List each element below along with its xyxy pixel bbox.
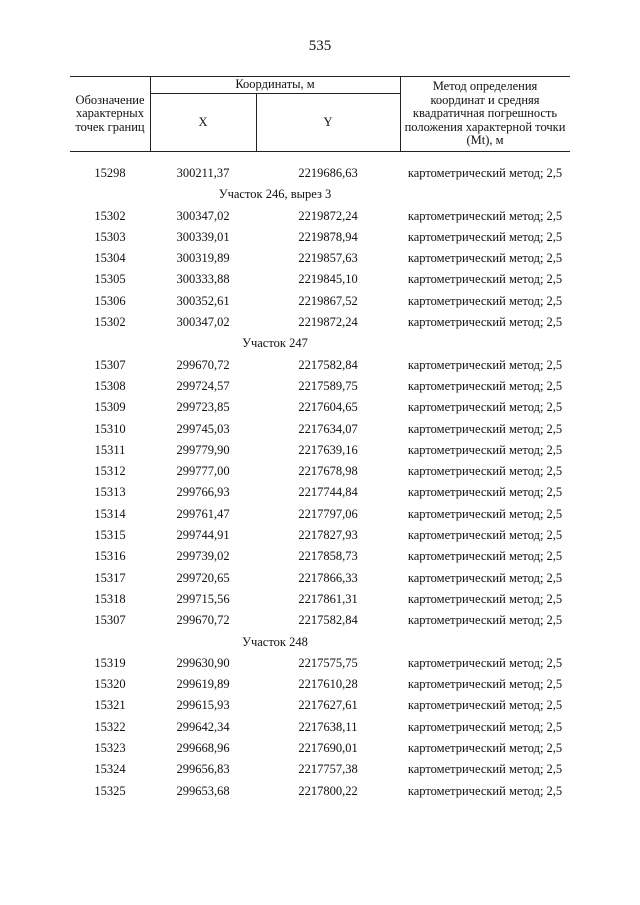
point-designation: 15302: [94, 315, 126, 330]
point-designation: 15310: [94, 421, 126, 436]
coordinate-y: 2217604,65: [298, 400, 358, 415]
method-cell: картометрический метод; 2,5: [407, 442, 563, 457]
coordinate-y: 2217797,06: [298, 506, 358, 521]
point-designation: 15314: [94, 506, 126, 521]
coordinate-y: 2217627,61: [298, 698, 358, 713]
table-row: [70, 355, 570, 376]
point-designation: 15305: [94, 272, 126, 287]
coordinate-x: 299668,96: [176, 741, 230, 756]
coordinate-x: 300319,89: [176, 251, 230, 266]
table-row: [70, 163, 570, 184]
coordinate-y: 2217610,28: [298, 677, 358, 692]
method-cell: картометрический метод; 2,5: [407, 549, 563, 564]
point-designation: 15323: [94, 741, 126, 756]
coordinate-x: 299739,02: [176, 549, 230, 564]
point-designation: 15311: [94, 442, 126, 457]
point-designation: 15303: [94, 229, 126, 244]
method-cell: картометрический метод; 2,5: [407, 464, 563, 479]
table-row: [70, 610, 570, 631]
point-designation: 15315: [94, 528, 126, 543]
table-row: [70, 589, 570, 610]
coordinate-y: 2219872,24: [298, 208, 358, 223]
point-designation: 15307: [94, 357, 126, 372]
method-cell: картометрический метод; 2,5: [407, 400, 563, 415]
table-row: [70, 312, 570, 333]
point-designation: 15320: [94, 677, 126, 692]
coordinate-y: 2217757,38: [298, 762, 358, 777]
coordinate-y: 2217858,73: [298, 549, 358, 564]
table-row: [70, 695, 570, 716]
table-row: [70, 525, 570, 546]
coordinate-y: 2217800,22: [298, 783, 358, 798]
table-row: [70, 759, 570, 780]
coordinate-y: 2219872,24: [298, 315, 358, 330]
point-designation: 15304: [94, 251, 126, 266]
page-number: 535: [308, 38, 332, 54]
coordinate-x: 299766,93: [176, 485, 230, 500]
coordinate-y: 2217827,93: [298, 528, 358, 543]
coordinate-y: 2219878,94: [298, 229, 358, 244]
method-cell: картометрический метод; 2,5: [407, 570, 563, 585]
table-row: [70, 482, 570, 503]
point-designation: 15321: [94, 698, 126, 713]
section-title: Участок 247: [242, 336, 308, 351]
table-row: [70, 440, 570, 461]
method-cell: картометрический метод; 2,5: [407, 698, 563, 713]
coordinate-x: 299715,56: [176, 591, 230, 606]
coordinate-x: 300347,02: [176, 315, 230, 330]
coordinate-y: 2219857,63: [298, 251, 358, 266]
coordinate-y: 2217690,01: [298, 741, 358, 756]
coordinate-x: 299724,57: [176, 378, 230, 393]
header-y: Y: [323, 114, 333, 129]
point-designation: 15309: [94, 400, 126, 415]
coordinate-x: 299777,00: [176, 464, 230, 479]
header-divider-3: [400, 76, 401, 152]
table-row: [70, 717, 570, 738]
section-title: Участок 246, вырез 3: [218, 187, 332, 202]
table-row: [70, 248, 570, 269]
point-designation: 15302: [94, 208, 126, 223]
method-cell: картометрический метод; 2,5: [407, 357, 563, 372]
coordinate-y: 2217589,75: [298, 378, 358, 393]
coordinate-y: 2217744,84: [298, 485, 358, 500]
point-designation: 15319: [94, 655, 126, 670]
table-row: [70, 546, 570, 567]
method-cell: картометрический метод; 2,5: [407, 591, 563, 606]
method-cell: картометрический метод; 2,5: [407, 506, 563, 521]
coordinate-x: 300347,02: [176, 208, 230, 223]
point-designation: 15318: [94, 591, 126, 606]
coordinate-x: 299744,91: [176, 528, 230, 543]
coordinate-x: 300339,01: [176, 229, 230, 244]
coordinate-y: 2217575,75: [298, 655, 358, 670]
method-cell: картометрический метод; 2,5: [407, 677, 563, 692]
method-cell: картометрический метод; 2,5: [407, 229, 563, 244]
coordinate-x: 299745,03: [176, 421, 230, 436]
method-cell: картометрический метод; 2,5: [407, 655, 563, 670]
coordinate-x: 299630,90: [176, 655, 230, 670]
coordinate-y: 2217582,84: [298, 357, 358, 372]
point-designation: 15308: [94, 378, 126, 393]
coordinate-x: 299653,68: [176, 783, 230, 798]
method-cell: картометрический метод; 2,5: [407, 378, 563, 393]
method-cell: картометрический метод; 2,5: [407, 293, 563, 308]
table-row: [70, 674, 570, 695]
table-row: [70, 206, 570, 227]
point-designation: 15324: [94, 762, 126, 777]
method-cell: картометрический метод; 2,5: [407, 719, 563, 734]
coordinate-x: 299720,65: [176, 570, 230, 585]
coordinate-y: 2217638,11: [298, 719, 358, 734]
method-cell: картометрический метод; 2,5: [407, 421, 563, 436]
table-header: [70, 76, 570, 152]
table-row: [70, 504, 570, 525]
header-coordinates: Координаты, м: [235, 76, 315, 91]
coordinate-y: 2219867,52: [298, 293, 358, 308]
table-row: [70, 781, 570, 802]
table-row: [70, 269, 570, 290]
coordinate-y: 2217639,16: [298, 442, 358, 457]
point-designation: 15317: [94, 570, 126, 585]
method-cell: картометрический метод; 2,5: [407, 485, 563, 500]
table-row: [70, 461, 570, 482]
table-row: [70, 227, 570, 248]
table-row: [70, 397, 570, 418]
point-designation: 15316: [94, 549, 126, 564]
header-x: X: [198, 114, 208, 129]
coordinate-y: 2217634,07: [298, 421, 358, 436]
table-row: [70, 653, 570, 674]
coordinate-x: 299761,47: [176, 506, 230, 521]
method-cell: картометрический метод; 2,5: [407, 208, 563, 223]
method-cell: картометрический метод; 2,5: [407, 315, 563, 330]
method-cell: картометрический метод; 2,5: [407, 741, 563, 756]
coordinate-y: 2217866,33: [298, 570, 358, 585]
coordinate-x: 299615,93: [176, 698, 230, 713]
coordinate-x: 300352,61: [176, 293, 230, 308]
table-row: [70, 419, 570, 440]
coordinate-x: 299670,72: [176, 357, 230, 372]
method-cell: картометрический метод; 2,5: [407, 762, 563, 777]
coordinate-x: 299619,89: [176, 677, 230, 692]
section-heading-row: [70, 333, 570, 354]
coordinate-x: 299642,34: [176, 719, 230, 734]
method-cell: картометрический метод; 2,5: [407, 251, 563, 266]
header-point-designation: Обозначение характерных точек границ: [75, 92, 145, 134]
table-body: [70, 163, 570, 802]
table-row: [70, 291, 570, 312]
section-heading-row: [70, 184, 570, 205]
table-row: [70, 738, 570, 759]
header-method: Метод определения координат и средняя квадратичная погрешность положения характерной точки (Mt), м: [404, 79, 566, 148]
section-title: Участок 248: [242, 634, 308, 649]
coordinate-y: 2217861,31: [298, 591, 358, 606]
coordinate-y: 2217678,98: [298, 464, 358, 479]
coordinate-x: 299779,90: [176, 442, 230, 457]
coordinate-y: 2217582,84: [298, 613, 358, 628]
coordinate-x: 300211,37: [176, 166, 230, 180]
method-cell: картометрический метод; 2,5: [407, 272, 563, 287]
point-designation: 15307: [94, 613, 126, 628]
point-designation: 15298: [94, 166, 126, 180]
table-row: [70, 568, 570, 589]
coordinate-y: 2219686,63: [298, 166, 358, 180]
method-cell: картометрический метод; 2,5: [407, 613, 563, 628]
method-cell: картометрический метод; 2,5: [407, 528, 563, 543]
method-cell: картометрический метод; 2,5: [407, 783, 563, 798]
point-designation: 15325: [94, 783, 126, 798]
point-designation: 15313: [94, 485, 126, 500]
coordinate-x: 299670,72: [176, 613, 230, 628]
coordinate-y: 2219845,10: [298, 272, 358, 287]
coordinate-x: 300333,88: [176, 272, 230, 287]
method-cell: картометрический метод; 2,5: [407, 166, 563, 180]
coordinate-x: 299723,85: [176, 400, 230, 415]
point-designation: 15306: [94, 293, 126, 308]
point-designation: 15312: [94, 464, 126, 479]
point-designation: 15322: [94, 719, 126, 734]
section-heading-row: [70, 632, 570, 653]
coordinate-x: 299656,83: [176, 762, 230, 777]
table-row: [70, 376, 570, 397]
